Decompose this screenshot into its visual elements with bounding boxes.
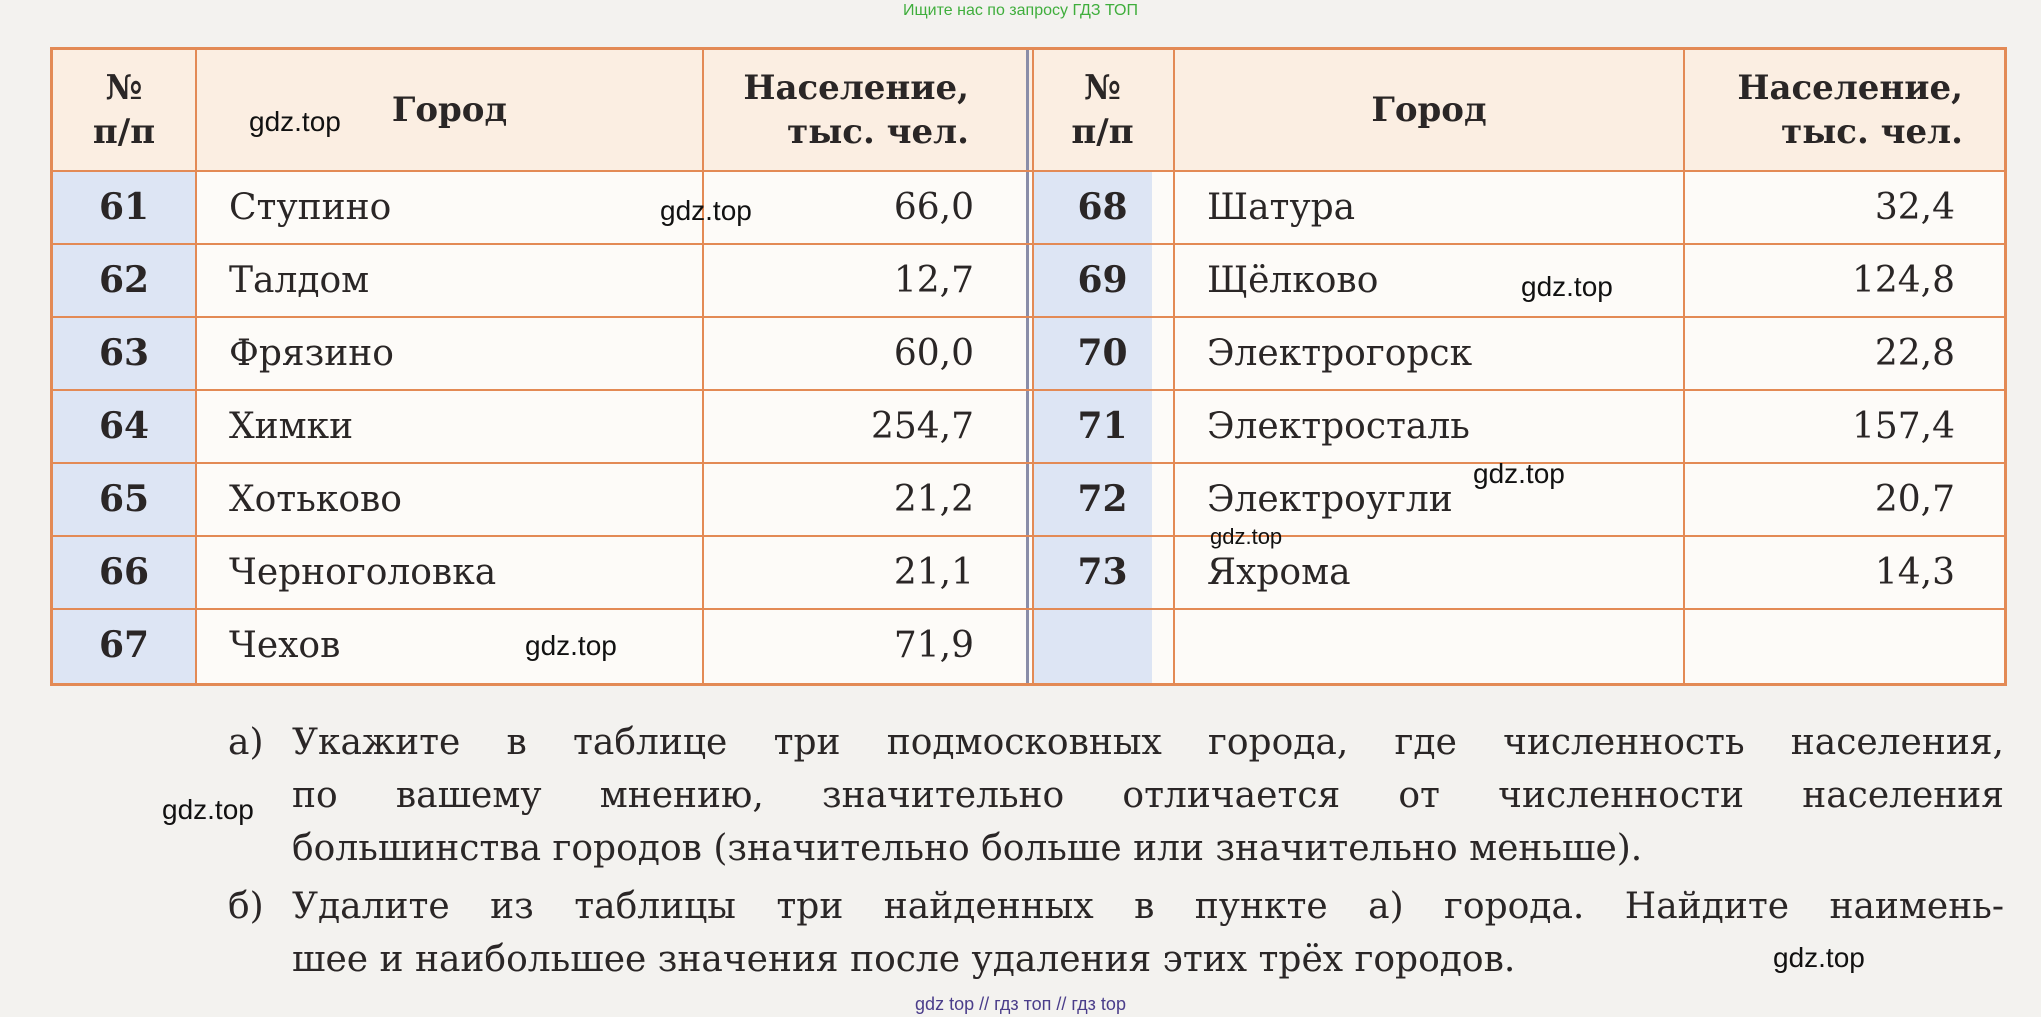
population-value: 124,8 [1851,260,1955,301]
watermark: gdz.top [249,106,341,137]
grid-vline [1173,50,1175,683]
header-num-line2: п/п [92,112,156,152]
city-name: Ступино [229,187,392,228]
header-pop-line1: Население, [743,68,969,108]
header-pop-left [704,66,969,154]
watermark: gdz.top [162,794,254,825]
population-value: 66,0 [893,187,974,228]
row-number: 72 [1077,478,1128,520]
city-name: Талдом [229,260,370,301]
header-num-line1: № [1084,68,1121,108]
population-value: 254,7 [870,406,974,447]
row-number: 69 [1077,259,1128,301]
header-pop-line1: Население, [1737,68,1963,108]
task-a-line: большинства городов (значительно больше или значительно меньше). [292,828,1643,869]
header-num-left [53,66,195,154]
row-number: 62 [98,259,150,301]
header-city-right: Город [1371,90,1487,130]
task-a-line: по вашему мнению, значительно отличается от численности населения [292,775,2004,816]
city-name: Чехов [229,625,341,666]
task-b-line: шее и наибольшее значения после удаления этих трёх городов. [292,939,1516,980]
row-number: 73 [1077,551,1128,593]
population-value: 21,2 [893,479,974,520]
grid-vline-divider [1026,50,1029,683]
task-a-marker: а) [228,722,264,763]
row-number: 63 [98,332,150,374]
city-name: Химки [229,406,354,447]
header-pop-line2: тыс. чел. [787,112,969,152]
row-number: 66 [98,551,150,593]
top-search-hint: Ищите нас по запросу ГДЗ ТОП [903,2,1138,19]
city-name: Хотьково [229,479,402,520]
population-value: 60,0 [893,333,974,374]
task-b [228,880,2004,986]
row-number: 68 [1077,186,1128,228]
population-value: 32,4 [1874,187,1955,228]
city-name: Черноголовка [229,552,497,593]
watermark: gdz.top [1773,942,1865,973]
row-number: 65 [98,478,150,520]
city-name: Яхрома [1207,552,1351,593]
city-name: Щёлково [1207,260,1379,301]
city-name: Электросталь [1207,406,1470,447]
row-number: 61 [98,186,150,228]
header-num-right [1032,66,1173,154]
city-name: Шатура [1207,187,1356,228]
header-pop-right [1685,66,1963,154]
city-name: Электроугли [1207,479,1453,520]
watermark: gdz.top [660,195,752,226]
row-number: 64 [98,405,150,447]
row-number: 70 [1077,332,1128,374]
population-value: 12,7 [893,260,974,301]
population-value: 14,3 [1874,552,1955,593]
city-name: Электрогорск [1207,333,1473,374]
task-a-line: Укажите в таблице три подмосковных города, где численность населения, [292,722,2004,763]
header-num-line2: п/п [1071,112,1134,152]
header-pop-line2: тыс. чел. [1781,112,1963,152]
watermark: gdz.top [1210,524,1283,549]
population-value: 20,7 [1874,479,1955,520]
footer-links: gdz top // гдз топ // гдз top [915,994,1126,1014]
population-table [50,47,2007,686]
header-num-line1: № [105,68,143,108]
city-name: Фрязино [229,333,394,374]
task-a [228,716,2004,875]
population-value: 157,4 [1851,406,1955,447]
population-value: 21,1 [893,552,974,593]
watermark: gdz.top [1521,271,1613,302]
row-number: 67 [98,624,150,666]
row-number: 71 [1077,405,1128,447]
task-b-marker: б) [228,886,264,927]
watermark: gdz.top [525,630,617,661]
grid-vline [195,50,197,683]
population-value: 22,8 [1874,333,1955,374]
watermark: gdz.top [1473,458,1565,489]
header-city-left: Город [391,90,508,130]
population-value: 71,9 [893,625,974,666]
task-b-line: Удалите из таблицы три найденных в пункте а) города. Найдите наимень- [292,886,2004,927]
